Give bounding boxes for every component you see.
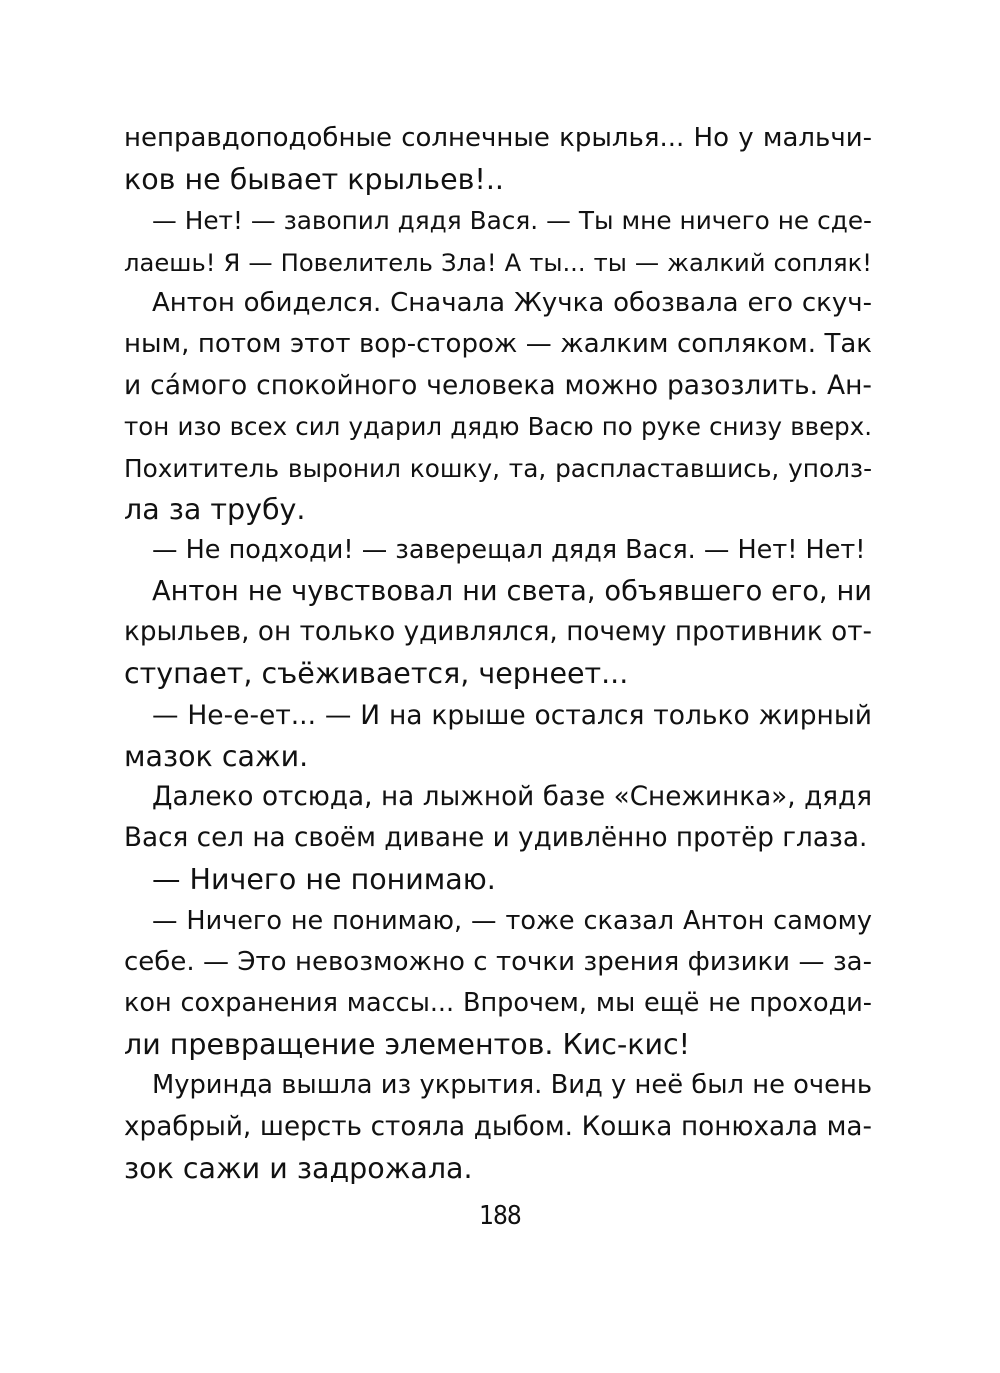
text-line: Антон обиделся. Сначала Жучка обозвала его скуч-: [152, 287, 872, 318]
text-line: Далеко отсюда, на лыжной базе «Снежинка», дядя: [152, 782, 872, 812]
text-line: лаешь! Я — Повелитель Зла! А ты... ты — жалкий сопляк!: [124, 247, 872, 277]
text-line: ков не бывает крыльев!..: [124, 163, 504, 197]
page-number: 188: [479, 1201, 521, 1231]
text-line: ла за трубу.: [124, 492, 306, 526]
text-line: Похититель выронил кошку, та, распластавшись, уполз-: [124, 453, 872, 483]
text-line: Муринда вышла из укрытия. Вид у неё был не очень: [152, 1070, 872, 1101]
text-line: себе. — Это невозможно с точки зрения физики — за-: [124, 946, 872, 977]
text-line: ступает, съёживается, чернеет...: [124, 657, 629, 691]
text-line: ным, потом этот вор-сторож — жалким сопляком. Так: [124, 328, 872, 359]
text-line: ли превращение элементов. Кис-кис!: [124, 1028, 691, 1062]
text-line: — Ничего не понимаю, — тоже сказал Антон самому: [152, 905, 872, 936]
text-line: мазок сажи.: [124, 739, 309, 773]
text-line: тон изо всех сил ударил дядю Васю по руке снизу вверх.: [124, 412, 872, 442]
text-line: — Не подходи! — заверещал дядя Вася. — Нет! Нет!: [152, 534, 866, 565]
text-line: Антон не чувствовал ни света, объявшего его, ни: [152, 576, 872, 608]
text-line: неправдоподобные солнечные крылья... Но у мальчи-: [124, 123, 872, 153]
body-text: [124, 118, 872, 1189]
text-line: — Ничего не понимаю.: [152, 863, 496, 897]
text-line: — Не-е-ет... — И на крыше остался только жирный: [152, 699, 872, 731]
text-line: храбрый, шерсть стояла дыбом. Кошка понюхала ма-: [124, 1111, 872, 1142]
text-line: кон сохранения массы... Впрочем, мы ещё не проходи-: [124, 987, 872, 1018]
text-line: Вася сел на своём диване и удивлённо протёр глаза.: [124, 823, 868, 854]
text-line: крыльев, он только удивлялся, почему противник от-: [124, 617, 872, 648]
text-line: зок сажи и задрожала.: [124, 1151, 473, 1185]
text-line: — Нет! — завопил дядя Вася. — Ты мне ничего не сде-: [152, 206, 872, 236]
text-line: и сáмого спокойного человека можно разозлить. Ан-: [124, 370, 872, 402]
